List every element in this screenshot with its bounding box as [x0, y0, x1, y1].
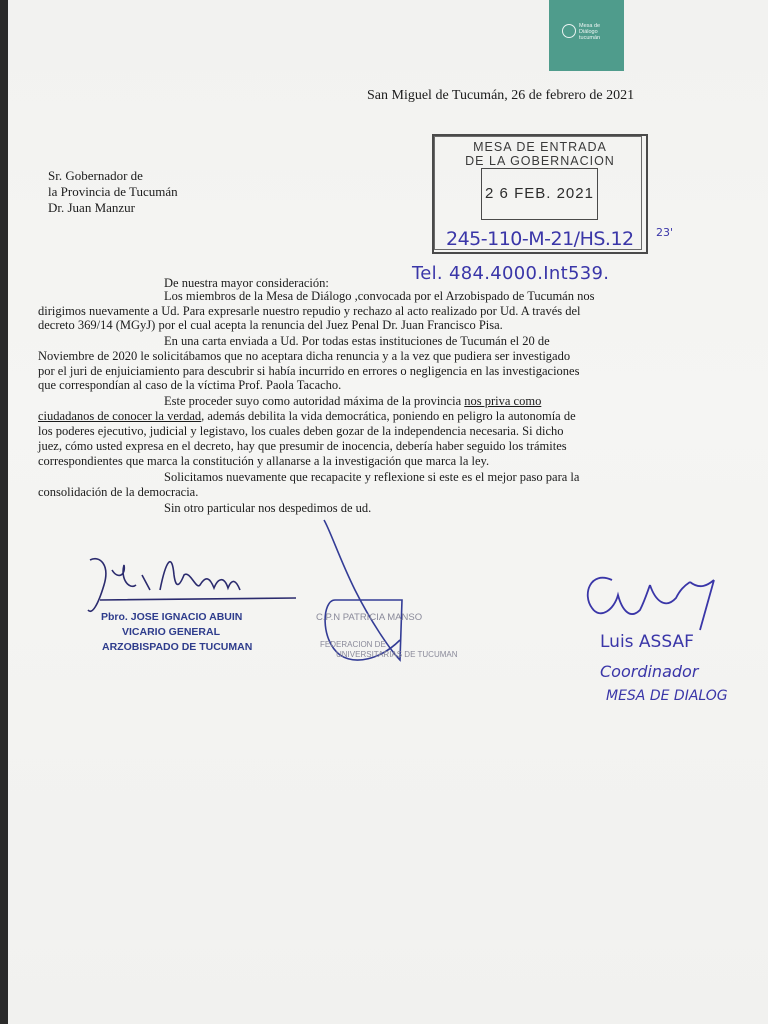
- assaf-handwritten-role: Coordinador: [600, 662, 699, 681]
- handwritten-file-time: 23': [656, 226, 674, 239]
- manso-stamp-line: FEDERACION DE: [320, 640, 386, 649]
- manso-signature: [324, 520, 402, 660]
- paragraph-line: por el juri de enjuiciamiento para descubrir si había incurrido en errores o negligencia en las investigaciones: [38, 364, 580, 378]
- paragraph-line: Noviembre de 2020 le solicitábamos que no aceptara dicha renuncia y a la vez que pudiera ser investigado: [38, 349, 571, 363]
- manso-stamp-name: C.P.N PATRICIA MANSO: [316, 612, 423, 623]
- paragraph-line: juez, cómo usted expresa en el decreto, hay que presumir de inocencia, debería haber seguido los trámites: [38, 439, 567, 453]
- recipient-line: Sr. Gobernador de: [48, 168, 143, 183]
- abuin-org: ARZOBISPADO DE TUCUMAN: [102, 641, 253, 653]
- paragraph-line: decreto 369/14 (MGyJ) por el cual acepta la renuncia del Juez Penal Dr. Juan Francisco Pisa.: [38, 318, 503, 332]
- stamp-line: MESA DE ENTRADA: [473, 140, 607, 154]
- paragraph-line: ciudadanos de conocer la verdad, además debilita la vida democrática, poniendo en peligro la autonomía de: [38, 409, 576, 423]
- logo-text: Mesa de Diálogo tucumán: [579, 23, 601, 41]
- manso-stamp-line: UNIVERSITARIAS DE TUCUMAN: [336, 650, 458, 659]
- salutation: De nuestra mayor consideración:: [164, 276, 329, 290]
- letter-date: San Miguel de Tucumán, 26 de febrero de 2021: [367, 88, 635, 103]
- paragraph-line: dirigimos nuevamente a Ud. Para expresarle nuestro repudio y rechazo al acto realizado por Ud. A través del: [38, 304, 581, 318]
- assaf-handwritten-org: MESA DE DIALOG: [606, 688, 728, 704]
- paragraph-line: Los miembros de la Mesa de Diálogo ,convocada por el Arzobispado de Tucumán nos: [164, 289, 595, 303]
- stamp-date: 2 6 FEB. 2021: [485, 185, 594, 202]
- underlined-text: ciudadanos de conocer la verdad: [38, 409, 202, 423]
- handwritten-file-number: 245-110-M-21/HS.12: [446, 228, 634, 250]
- paragraph-line: correspondientes que marca la constitución y allanarse a la investigación que marca la ley.: [38, 454, 490, 468]
- underlined-text: nos priva como: [464, 394, 542, 408]
- paragraph-line: Solicitamos nuevamente que recapacite y reflexione si este es el mejor paso para la: [164, 470, 580, 484]
- abuin-name: Pbro. JOSE IGNACIO ABUIN: [101, 611, 243, 623]
- paragraph-line: consolidación de la democracia.: [38, 485, 199, 499]
- assaf-handwritten-name: Luis ASSAF: [600, 632, 694, 652]
- abuin-signature: [88, 559, 296, 612]
- stamp-line: DE LA GOBERNACION: [465, 154, 615, 168]
- assaf-signature: [588, 578, 714, 630]
- recipient-line: la Provincia de Tucumán: [48, 184, 178, 199]
- paragraph-line: En una carta enviada a Ud. Por todas estas instituciones de Tucumán el 20 de: [164, 334, 550, 348]
- handwritten-phone: Tel. 484.4000.Int539.: [412, 263, 610, 284]
- paragraph-line: los poderes ejecutivo, judicial y legistavo, los cuales deben gozar de la independencia necesaria. Si dicho: [38, 424, 564, 438]
- abuin-title: VICARIO GENERAL: [122, 626, 221, 638]
- closing-line: Sin otro particular nos despedimos de ud.: [164, 501, 372, 515]
- paragraph-line: que correspondían al caso de la víctima Prof. Paola Tacacho.: [38, 378, 342, 392]
- recipient-line: Dr. Juan Manzur: [48, 200, 136, 215]
- paragraph-line: Este proceder suyo como autoridad máxima de la provincia nos priva como: [164, 394, 542, 408]
